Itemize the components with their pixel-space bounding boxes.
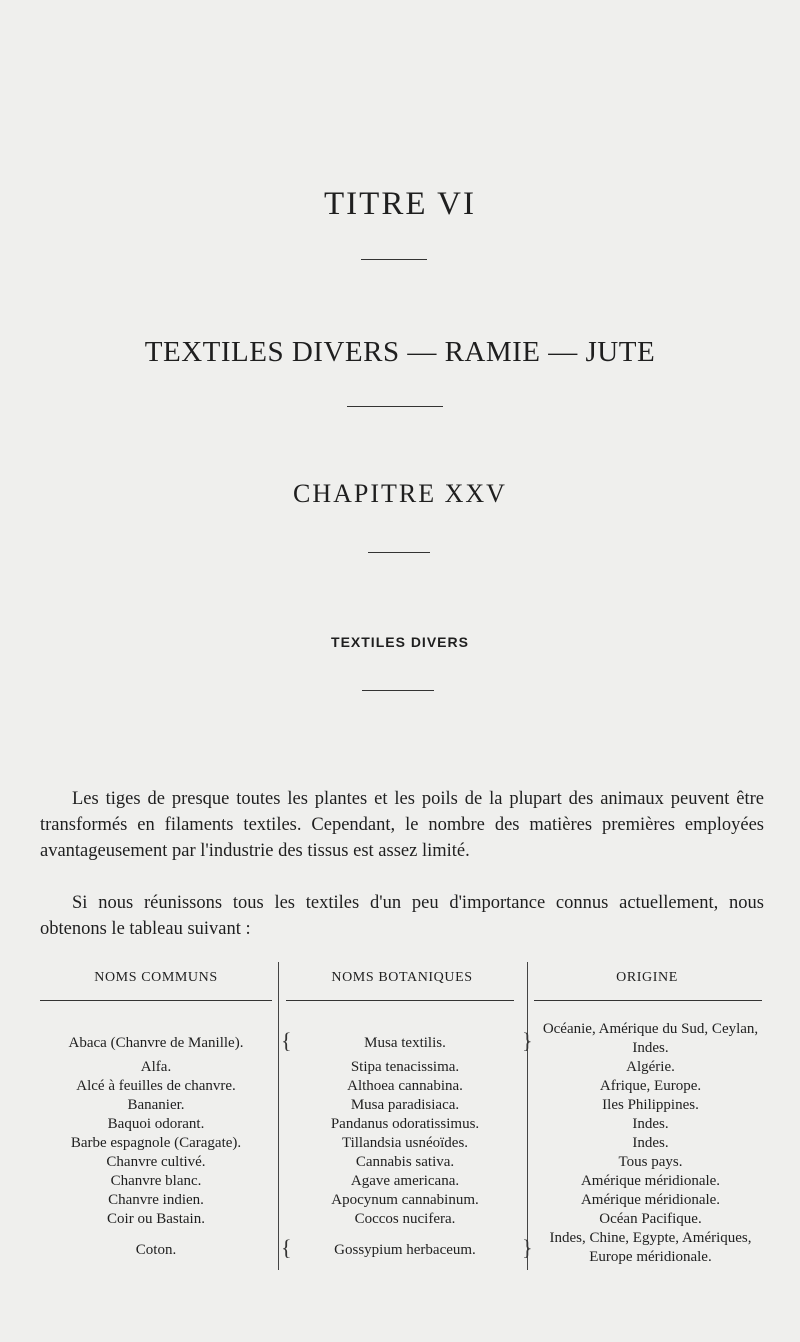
table-cell-origin: Indes. [632,1135,669,1151]
table-cell-common: Alcé à feuilles de chanvre. [76,1078,236,1094]
table-cell-common: Bananier. [127,1097,185,1113]
column-header-origin: ORIGINE [616,970,678,985]
paragraph: Les tiges de presque toutes les plantes et les poils de la plupart des animaux peuvent être transformés en filaments textiles. Cependant, le nombre des matières premières employées avantageusement par l'industrie des tissus est assez limité. [40,789,764,861]
chapter-title: CHAPITRE XXV [293,479,507,508]
table-cell-origin: Amérique méridionale. [580,1192,721,1208]
table-cell-botanical: Musa paradisiaca. [350,1097,460,1113]
divider [368,552,430,553]
table-cell-common: Coton. [135,1242,177,1258]
brace: } [522,1235,533,1260]
column-separator [527,962,528,1270]
table-cell-origin: Afrique, Europe. [599,1078,702,1094]
divider [361,259,427,260]
table-cell-origin: Océan Pacifique. [599,1211,702,1227]
table-cell-common: Alfa. [140,1059,172,1075]
brace: } [522,1028,533,1053]
table-cell-common: Chanvre cultivé. [106,1154,206,1170]
table-cell-common: Chanvre indien. [108,1192,204,1208]
table-cell-botanical: Gossypium herbaceum. [334,1242,476,1258]
divider [347,406,443,407]
column-header-botanical: NOMS BOTANIQUES [331,970,473,985]
divider [362,690,434,691]
header-rule [534,1000,762,1001]
header-rule [40,1000,272,1001]
brace: { [281,1235,292,1260]
table-cell-common: Abaca (Chanvre de Manille). [68,1035,244,1051]
table-cell-botanical: Agave americana. [350,1173,460,1189]
table-cell-origin: Amérique méridionale. [580,1173,721,1189]
table-cell-common: Barbe espagnole (Caragate). [70,1135,242,1151]
table-cell-origin: Algérie. [626,1059,675,1075]
table-cell-botanical: Musa textilis. [364,1035,446,1051]
paragraph: Si nous réunissons tous les textiles d'un peu d'importance connus actuellement, nous obtenons le tableau suivant : [40,893,764,939]
subject-title: TEXTILES DIVERS — RAMIE — JUTE [144,336,656,368]
table-cell-botanical: Cannabis sativa. [355,1154,455,1170]
column-separator [278,962,279,1270]
part-title: TITRE VI [324,186,476,222]
table-cell-origin: Tous pays. [618,1154,683,1170]
table-cell-botanical: Stipa tenacissima. [350,1059,460,1075]
table-cell-botanical: Apocynum cannabinum. [331,1192,479,1208]
table-cell-botanical: Althoea cannabina. [347,1078,463,1094]
table-cell-botanical: Coccos nucifera. [354,1211,456,1227]
section-title: TEXTILES DIVERS [331,634,469,650]
brace: { [281,1028,292,1053]
column-header-common: NOMS COMMUNS [94,970,218,985]
table-cell-common: Chanvre blanc. [110,1173,202,1189]
table-cell-botanical: Pandanus odoratissimus. [330,1116,480,1132]
table-cell-botanical: Tillandsia usnéoïdes. [341,1135,469,1151]
table-cell-origin: Océanie, Amérique du Sud, Ceylan, Indes. [542,1021,759,1056]
table-cell-origin: Indes, Chine, Egypte, Amériques, Europe méridionale. [549,1230,752,1265]
table-cell-origin: Indes. [632,1116,669,1132]
table-cell-common: Coir ou Bastain. [107,1211,205,1227]
table-cell-common: Baquoi odorant. [107,1116,205,1132]
header-rule [286,1000,514,1001]
table-cell-origin: Iles Philippines. [602,1097,699,1113]
